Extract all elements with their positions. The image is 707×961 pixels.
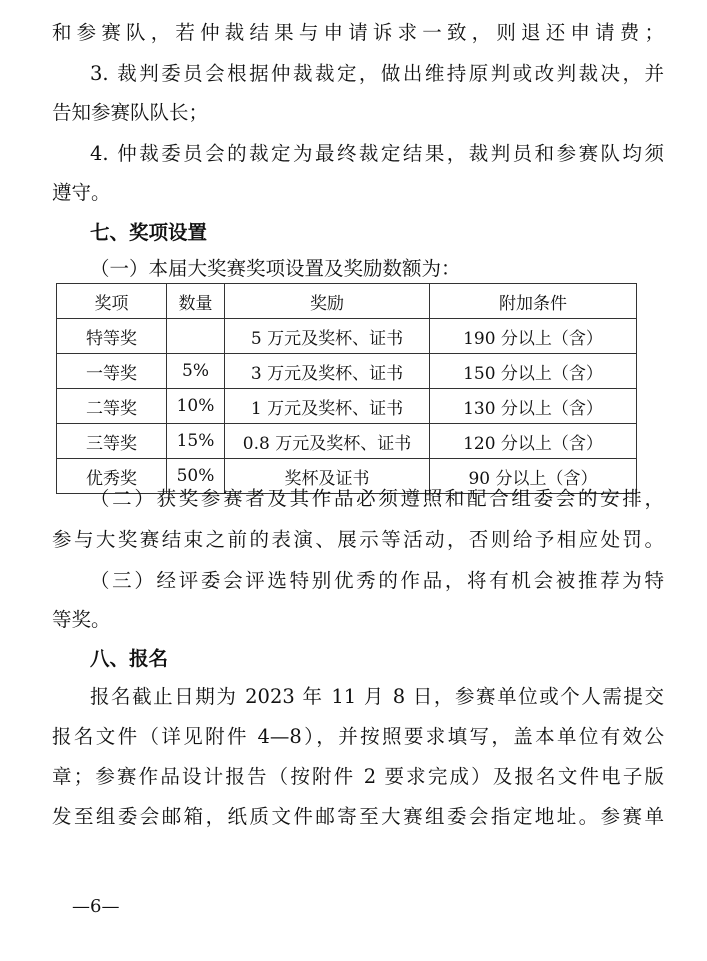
awards-table (56, 283, 637, 494)
column-header: 附加条件 (430, 284, 637, 319)
paragraph-line: 报名截止日期为 2023 年 11 月 8 日，参赛单位或个人需提交 (90, 685, 664, 708)
page-number: —6— (72, 896, 120, 917)
table-cell (167, 319, 225, 354)
table-cell: 5 万元及奖杯、证书 (225, 319, 430, 354)
table-intro: （一）本届大奖赛奖项设置及奖励数额为： (90, 257, 461, 280)
paragraph-line: 等奖。 (52, 608, 111, 631)
table-cell: 90 分以上（含） (430, 459, 637, 494)
column-header: 奖项 (57, 284, 167, 319)
paragraph-line: 遵守。 (52, 181, 111, 204)
paragraph-line: 报名文件（详见附件 4—8），并按照要求填写，盖本单位有效公 (52, 725, 664, 748)
table-row (57, 389, 637, 424)
paragraph-line: 4. 仲裁委员会的裁定为最终裁定结果，裁判员和参赛队均须 (90, 142, 664, 165)
table-cell: 特等奖 (57, 319, 167, 354)
column-header: 数量 (167, 284, 225, 319)
section-heading-awards: 七、奖项设置 (90, 221, 208, 244)
paragraph-line: （三）经评委会评选特别优秀的作品，将有机会被推荐为特 (90, 569, 664, 592)
paragraph-line: 参与大奖赛结束之前的表演、展示等活动，否则给予相应处罚。 (52, 528, 664, 551)
table-header-row (57, 284, 637, 319)
table-cell: 优秀奖 (57, 459, 167, 494)
paragraph-line: 章；参赛作品设计报告（按附件 2 要求完成）及报名文件电子版 (52, 765, 664, 788)
table-cell: 15% (167, 424, 225, 459)
table-cell: 二等奖 (57, 389, 167, 424)
table-cell: 一等奖 (57, 354, 167, 389)
table-row (57, 354, 637, 389)
section-heading-registration: 八、报名 (90, 647, 169, 670)
table-cell: 奖杯及证书 (225, 459, 430, 494)
table-cell: 5% (167, 354, 225, 389)
table-cell: 120 分以上（含） (430, 424, 637, 459)
paragraph-line: （二）获奖参赛者及其作品必须遵照和配合组委会的安排， (90, 487, 664, 510)
paragraph-line: 和参赛队，若仲裁结果与申请诉求一致，则退还申请费； (52, 21, 664, 44)
table-row (57, 424, 637, 459)
table-cell: 10% (167, 389, 225, 424)
table-cell: 1 万元及奖杯、证书 (225, 389, 430, 424)
table-cell: 130 分以上（含） (430, 389, 637, 424)
table-cell: 190 分以上（含） (430, 319, 637, 354)
table-cell: 50% (167, 459, 225, 494)
paragraph-line: 3. 裁判委员会根据仲裁裁定，做出维持原判或改判裁决，并 (90, 62, 664, 85)
table-cell: 150 分以上（含） (430, 354, 637, 389)
column-header: 奖励 (225, 284, 430, 319)
table-cell: 三等奖 (57, 424, 167, 459)
paragraph-line: 告知参赛队队长； (52, 101, 209, 124)
paragraph-line: 发至组委会邮箱，纸质文件邮寄至大赛组委会指定地址。参赛单 (52, 805, 664, 828)
table-cell: 0.8 万元及奖杯、证书 (225, 424, 430, 459)
table-row (57, 319, 637, 354)
table-cell: 3 万元及奖杯、证书 (225, 354, 430, 389)
